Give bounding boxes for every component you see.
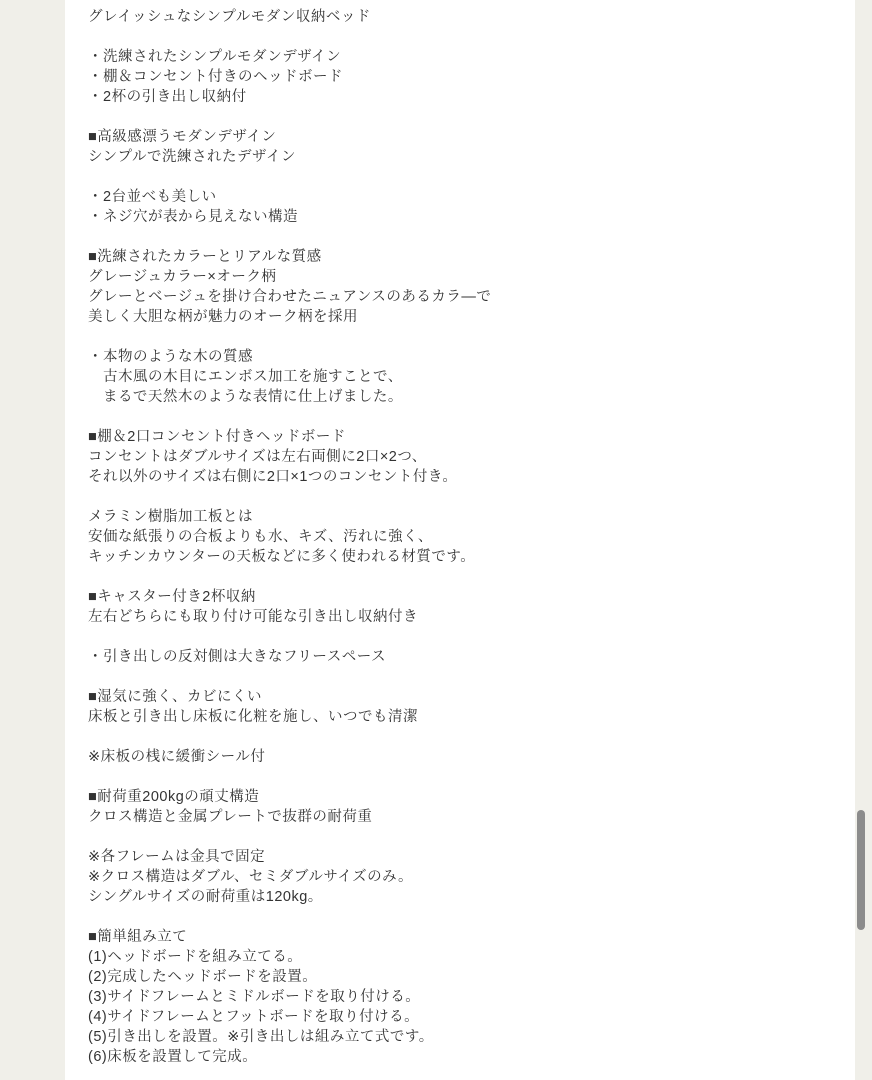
- text-line: 安価な紙張りの合板よりも水、キズ、汚れに強く、: [88, 529, 433, 545]
- text-line: ・引き出しの反対側は大きなフリースペース: [88, 649, 386, 665]
- text-line: (5)引き出しを設置。※引き出しは組み立て式です。: [88, 1029, 434, 1045]
- paragraph: [88, 687, 855, 727]
- paragraph: [88, 427, 855, 487]
- paragraph: [88, 847, 855, 907]
- text-line: 床板と引き出し床板に化粧を施し、いつでも清潔: [88, 709, 418, 725]
- scrollbar-thumb[interactable]: [857, 810, 865, 930]
- text-line: ・洗練されたシンプルモダンデザイン: [88, 49, 342, 65]
- text-line: ・本物のような木の質感: [88, 349, 253, 365]
- text-line: 古木風の木目にエンボス加工を施すことで、: [88, 369, 403, 385]
- text-line: (2)完成したヘッドボードを設置。: [88, 969, 318, 985]
- text-line: ・ネジ穴が表から見えない構造: [88, 209, 298, 225]
- text-line: ・棚＆コンセント付きのヘッドボード: [88, 69, 343, 85]
- text-line: コンセントはダブルサイズは左右両側に2口×2つ、: [88, 449, 427, 465]
- text-line: (3)サイドフレームとミドルボードを取り付ける。: [88, 989, 421, 1005]
- description-paragraphs: [88, 7, 855, 1067]
- paragraph: [88, 187, 855, 227]
- paragraph: [88, 7, 855, 27]
- text-line: 美しく大胆な柄が魅力のオーク柄を採用: [88, 309, 358, 325]
- product-description-body: [65, 0, 855, 1080]
- paragraph: [88, 647, 855, 667]
- text-line: ■洗練されたカラーとリアルな質感: [88, 249, 322, 265]
- paragraph: [88, 787, 855, 827]
- text-line: ■棚＆2口コンセント付きヘッドボード: [88, 429, 346, 445]
- text-line: ※クロス構造はダブル、セミダブルサイズのみ。: [88, 869, 414, 885]
- text-line: それ以外のサイズは右側に2口×1つのコンセント付き。: [88, 469, 458, 485]
- paragraph: [88, 927, 855, 1067]
- text-line: メラミン樹脂加工板とは: [88, 509, 253, 525]
- page-gutter-left: [0, 0, 65, 1080]
- text-line: ・2台並べも美しい: [88, 189, 217, 205]
- text-line: ■簡単組み立て: [88, 929, 188, 945]
- text-line: ■高級感漂うモダンデザイン: [88, 129, 277, 145]
- paragraph: [88, 347, 855, 407]
- text-line: グレーとベージュを掛け合わせたニュアンスのあるカラ―で: [88, 289, 492, 305]
- text-line: (4)サイドフレームとフットボードを取り付ける。: [88, 1009, 420, 1025]
- text-line: ■キャスター付き2杯収納: [88, 589, 256, 605]
- text-line: ※各フレームは金具で固定: [88, 849, 266, 865]
- paragraph: [88, 507, 855, 567]
- text-line: シンプルで洗練されたデザイン: [88, 149, 297, 165]
- text-line: グレイッシュなシンプルモダン収納ベッド: [88, 9, 371, 25]
- paragraph: [88, 747, 855, 767]
- text-line: グレージュカラー×オーク柄: [88, 269, 277, 285]
- text-line: ■耐荷重200kgの頑丈構造: [88, 789, 260, 805]
- text-line: ※床板の桟に緩衝シール付: [88, 749, 266, 765]
- text-line: ■湿気に強く、カビにくい: [88, 689, 262, 705]
- text-line: ・2杯の引き出し収納付: [88, 89, 247, 105]
- paragraph: [88, 587, 855, 627]
- text-line: キッチンカウンターの天板などに多く使われる材質です。: [88, 549, 476, 565]
- text-line: (6)床板を設置して完成。: [88, 1049, 258, 1065]
- text-line: クロス構造と金属プレートで抜群の耐荷重: [88, 809, 373, 825]
- text-line: (1)ヘッドボードを組み立てる。: [88, 949, 303, 965]
- text-line: まるで天然木のような表情に仕上げました。: [88, 389, 403, 405]
- paragraph: [88, 247, 855, 327]
- text-line: シングルサイズの耐荷重は120kg。: [88, 889, 323, 905]
- paragraph: [88, 127, 855, 167]
- paragraph: [88, 47, 855, 107]
- text-line: 左右どちらにも取り付け可能な引き出し収納付き: [88, 609, 418, 625]
